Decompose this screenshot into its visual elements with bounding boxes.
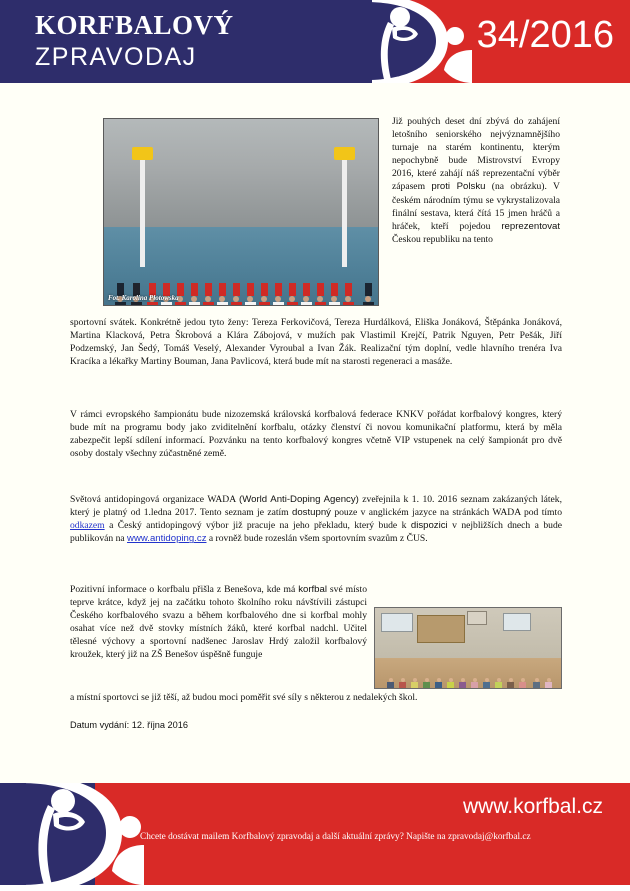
masthead-title-line2: ZPRAVODAJ [35,43,197,71]
squad-paragraph: sportovní svátek. Konkrétně jedou tyto ženy: Tereza Ferkovičová, Tereza Hurdálková, Eliška Jonáková, Štěpánka Jonáková, Martina Klacková, Petra Škrobová a Klára Zábojová, v mužích pak Vlastimil Krejčí, Patrik Nguyen, Petr Pešák, Jiří Podzemský, Jan Šedý, Tomáš Veselý, Alexander Vyroubal a Ivan Žák. Realizační tým doplní, vedle hlavního trenéra Iva Kracíka a lékařky Martiny Bouman, Jana Pavlicová, která bude mít na starosti regeneraci a masáže. [70,317,562,368]
wada-text-4: a Český antidopingový výbor již pracuje na jeho překladu, který bude k [104,520,411,532]
wada-text-1: Světová antidopingová organizace WADA [70,494,240,505]
publication-date: Datum vydání: 12. října 2016 [70,720,188,730]
wada-text-5: v nejbližších dnech a bude publikován na [70,520,562,545]
korfball-player-logo-icon [14,783,144,885]
antidoping-website-link[interactable]: www.antidoping.cz [127,533,207,545]
wada-agency-name: (World Anti-Doping Agency) [239,494,359,505]
korfball-player-logo-icon [352,0,472,83]
lead-text-1: Již pouhých deset dní zbývá do zahájení letošního seniorského nejvýznamnějšího turnaje na starém kontinentu, kterým nepochybně bude Mistrovství Evropy 2016, které zahájí náš reprezentační výběr zápasem [392,116,560,193]
korfball-basket-right [334,147,355,160]
footer-subscribe-text: Chcete dostávat mailem Korfbalový zpravodaj a další aktuální zprávy? Napište na zpravodaj@korfbal.cz [140,832,531,842]
gym-window-left [381,613,413,632]
page-footer [0,783,630,891]
benesov-text-1: Pozitivní informace o korfbalu přišla z Benešova, kde má [70,584,299,595]
wada-paragraph [70,493,562,545]
wall-bars [417,615,465,643]
masthead-title-line1: KORFBALOVÝ [35,10,234,40]
wada-text-6: a rovněž bude rozeslán všem sportovním svazům z ČUS. [206,533,428,545]
footer-website-url[interactable]: www.korfbal.cz [462,795,603,818]
wada-list-link[interactable]: odkazem [70,520,105,532]
lead-emphasis-represent: reprezentovat [501,220,560,232]
gym-window-right [503,613,531,631]
benesov-paragraph-tail: a místní sportovci se již těší, až budou moci poměřit své síly s některou z nedalekých škol. [70,692,418,703]
wada-text-3: pouze v anglickém jazyce na stránkách WADA pod tímto [330,507,562,519]
wada-text-2: zveřejnila k 1. 10. 2016 seznam zakázaných látek, který je platný od 1.ledna 2017. Tento seznam je zatím [70,494,562,519]
lead-emphasis-opponent: proti Polsku [431,181,486,193]
basketball-hoop-icon [467,611,487,625]
team-photo [103,118,379,306]
lead-text-2: (na obrázku). V českém národním týmu se vykrystalizovala finální sestava, která čítá 15 jmen hráčů a hráček, kteří pojedou [392,181,560,232]
team-row [115,192,367,296]
issue-number: 34/2016 [476,14,614,56]
page-header [0,0,630,83]
masthead [35,9,234,73]
benesov-emphasis-korfbal: korfbal [298,584,327,595]
photo-credit: Fot. Karolina Płotowska [108,294,179,302]
school-photo [374,607,562,689]
footer-bottom-strip [0,885,630,891]
wada-emphasis-disposition: dispozici [410,520,448,532]
wada-emphasis-available: dostupný [292,507,331,519]
benesov-paragraph [70,583,367,662]
korfball-basket-left [132,147,153,160]
congress-paragraph: V rámci evropského šampionátu bude nizozemská královská korfbalová federace KNKV pořádat korfbalový kongres, který bude mít na programu body jako zviditelnění korfbalu, otázky členství či novou komunikační platformu, která by měla zabezpečit lepší sdílení informací. Pozvánku na tento korfbalový kongres včetně VIP vstupenek na celý šampionát pro dvě osoby dostaly všechny zúčastněné země. [70,409,562,460]
lead-text-3: Českou republiku na tento [392,233,493,245]
lead-paragraph [392,115,560,246]
benesov-text-2: své místo teprve krátce, když jej na začátku tohoto školního roku návštívili zástupci Českého korfbalového svazu a během korfbalového dne si korfbal mohly osahat více než dvě stovky místních žáků, které korfbal nadchl. Učitel tělesné výchovy a sportovní nadšenec Jaroslav Hrdý založil korfbalový kroužek, který již na ZŠ Benešov úspěšně funguje [70,584,367,661]
article-body [0,83,630,783]
